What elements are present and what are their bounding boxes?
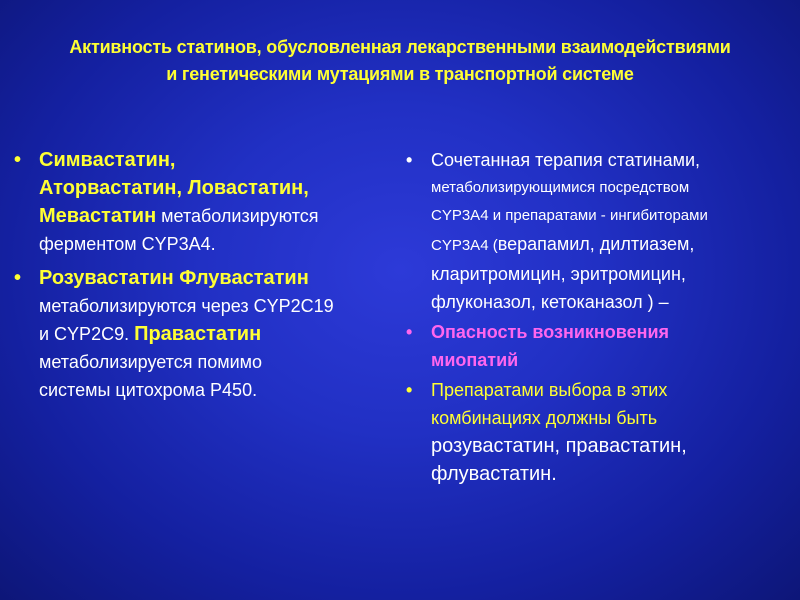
- enzyme-text: CYP3A4 (: [431, 237, 498, 254]
- drug-list: кларитромицин, эритромицин,: [431, 264, 686, 284]
- metabolism-line: [39, 320, 394, 348]
- recommendation-text: Препаратами выбора в этих: [431, 380, 668, 400]
- bullet-icon: •: [406, 380, 413, 400]
- right-item-2: [406, 318, 786, 374]
- enzyme-text: и CYP2C9.: [39, 324, 135, 344]
- bullet-icon: •: [14, 267, 22, 289]
- right-item-3: [406, 376, 786, 488]
- metabolism-text: метаболизируется помимо: [39, 352, 263, 372]
- drug-list: верапамил, дилтиазем,: [497, 234, 695, 254]
- therapy-text: Сочетанная терапия статинами,: [431, 150, 701, 170]
- left-item-2: [14, 264, 394, 404]
- recommendation-text: комбинациях должны быть: [431, 408, 658, 428]
- drug-list: флуконазол, кетоканазол ) –: [431, 292, 669, 312]
- metabolism-text: метаболизируются через CYP2C19: [39, 296, 334, 316]
- right-column: [406, 146, 786, 488]
- recommended-drugs: розувастатин, правастатин,: [431, 435, 687, 457]
- metabolism-line: [39, 202, 394, 230]
- slide-title: [20, 34, 780, 88]
- metabolism-text: системы цитохрома Р450.: [39, 380, 258, 400]
- enzyme-text: ферментом CYP3A4.: [39, 234, 216, 254]
- left-column: [14, 146, 394, 404]
- statin-name: Мевастатин: [39, 205, 157, 227]
- statin-name: Правастатин: [134, 323, 262, 345]
- statin-names: Розувастатин Флувастатин: [39, 267, 309, 289]
- title-line-2: и генетическими мутациями в транспортной системе: [166, 64, 634, 84]
- metabolism-text: метаболизируются: [156, 206, 319, 226]
- left-item-1: [14, 146, 394, 258]
- therapy-text: метаболизирующимися посредством: [431, 179, 690, 196]
- bullet-icon: •: [14, 149, 22, 171]
- title-line-1: Активность статинов, обусловленная лекарственными взаимодействиями: [69, 37, 731, 57]
- warning-text: Опасность возникновения: [431, 322, 670, 342]
- warning-text: миопатий: [431, 350, 519, 370]
- recommended-drugs: флувастатин.: [431, 463, 557, 485]
- right-item-1: [406, 146, 786, 316]
- bullet-icon: •: [406, 322, 413, 342]
- statin-names: Аторвастатин, Ловастатин,: [39, 177, 309, 199]
- therapy-text: CYP3A4 и препаратами - ингибиторами: [431, 207, 708, 224]
- drug-list-line: [431, 230, 786, 260]
- statin-name: Симвастатин,: [39, 149, 176, 171]
- bullet-icon: •: [406, 150, 413, 170]
